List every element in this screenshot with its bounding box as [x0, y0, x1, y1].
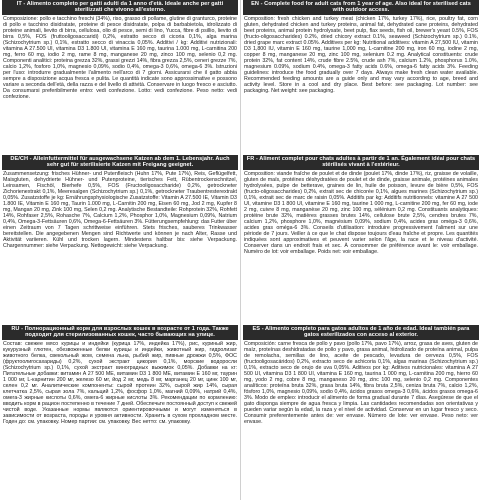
section-de-header: DE/CH - Alleinfuttermittel für ausgewachsene Katzen ab dem 1. Lebensjahr. Auch sehr gut für sterilisierte Katzen mit Freigang geeignet. [2, 155, 238, 170]
right-column [243, 0, 479, 500]
section-en-header: EN - Complete food for adult cats from 1 year of age. Also ideal for sterilised cats with outdoor access. [243, 0, 479, 15]
section-it [2, 0, 238, 155]
section-fr-header: FR - Aliment complet pour chats adultes à partir de 1 an. Également idéal pour chats stérilisés vivant à l'extérieur. [243, 155, 479, 170]
left-column [2, 0, 238, 500]
section-fr-body: Composition: viande fraîche de poulet et de dinde (poulet 17%, dinde 17%), riz, graisse de volaille, gluten de maïs, protéines déshydratées de poulet et de dinde, graisse animale, protéines animales hydrolysées, pulpe de betterave, graines de lin, huile de poisson, levure de bière 0,5%, FOS (fructo-oligosaccharides) 0,2%, extrait sec de chicorée 0,1%, algues marines (Schizochytrium sp.) 0,1%, extrait sec de marc de raisin 0,05%. Additifs par kg: Additifs nutritionnels: vitamine A 27 500 UI, vitamine D3 1 800 UI, vitamine E 160 mg, taurine 1 000 mg, L-carnitine 200 mg, fer 60 mg, iode 2 mg, cuivre 8 mg, manganèse 20 mg, zinc 100 mg, sélénium 0,2 mg. Constituants analytiques: protéine brute 32%, matières grasses brutes 14%, cellulose brute 2,5%, cendres brutes 7%, calcium 1,2%, phosphore 1,0%, magnésium 0,09%, sodium 0,4%, acides gras oméga-3 0,6%, acides gras oméga-6 3%. Conseils d'utilisation: introduire progressivement l'aliment sur une période de 7 jours. Veiller à ce que le chat dispose toujours d'eau fraîche et propre. Les quantités indiquées sont approximatives et peuvent varier selon l'âge, la race et le niveau d'activité. Conserver dans un endroit frais et sec. À consommer de préférence avant le: voir emballage. Numéro de lot: voir emballage. Poids net: voir emballage. [244, 170, 478, 256]
column-divider [240, 0, 241, 500]
section-it-header: IT - Alimento completo per gatti adulti da 1 anno d'età. Ideale anche per gatti sterilizzati che vivono all'esterno. [2, 0, 238, 15]
section-ru [2, 325, 238, 500]
section-es [243, 325, 479, 500]
section-es-body: Composición: carne fresca de pollo y pavo (pollo 17%, pavo 17%), arroz, grasa de aves, gluten de maíz, proteínas deshidratadas de pollo y pavo, grasa animal, hidrolizado de proteína animal, pulpa de remolacha, semillas de lino, aceite de pescado, levadura de cerveza 0,5%, FOS (fructooligosacáridos) 0,2%, extracto seco de achicoria 0,1%, algas marinas (Schizochytrium sp.) 0,1%, extracto seco de orujo de uva 0,05%. Aditivos por kg: Aditivos nutricionales: vitamina A 27 500 UI, vitamina D3 1 800 UI, vitamina E 160 mg, taurina 1 000 mg, L-carnitina 200 mg, hierro 60 mg, yodo 2 mg, cobre 8 mg, manganeso 20 mg, zinc 100 mg, selenio 0,2 mg. Componentes analíticos: proteína bruta 32%, grasa bruta 14%, fibra bruta 2,5%, ceniza bruta 7%, calcio 1,2%, fósforo 1,0%, magnesio 0,09%, sodio 0,4%, ácidos grasos omega-3 0,6%, ácidos grasos omega-6 3%. Modo de empleo: introducir el alimento de forma gradual durante 7 días. Asegúrese de que el gato disponga siempre de agua fresca y limpia. Las cantidades recomendadas son orientativas y pueden variar según la edad, la raza y el nivel de actividad. Conservar en un lugar fresco y seco. Consumir preferentemente antes de: ver envase. Número de lote: ver envase. Peso neto: ver envase. [244, 340, 478, 426]
section-en [243, 0, 479, 155]
section-es-header: ES - Alimento completo para gatos adultos de 1 año de edad. Ideal también para gatos esterilizados con acceso al exterior. [243, 325, 479, 340]
section-de-body: Zusammensetzung: frisches Hühner- und Putenfleisch (Huhn 17%, Pute 17%), Reis, Geflügelfett, Maisgluten, dehydrierte Hühner- und Putenproteine, tierisches Fett, Rübentrockenschnitzel, Leinsamen, Fischöl, Bierhefe 0,5%, FOS (Fructooligosaccharide) 0,2%, getrockneter Zichorienextrakt 0,1%, Meeresalgen (Schizochytrium sp.) 0,1%, getrockneter Traubentresterextrakt 0,05%. Zusatzstoffe je kg: Ernährungsphysiologische Zusatzstoffe: Vitamin A 27.500 IE, Vitamin D3 1.800 IE, Vitamin E 160 mg, Taurin 1.000 mg, L-Carnitin 200 mg, Eisen 60 mg, Jod 2 mg, Kupfer 8 mg, Mangan 20 mg, Zink 100 mg, Selen 0,2 mg. Analytische Bestandteile: Rohprotein 32%, Rohfett 14%, Rohfaser 2,5%, Rohasche 7%, Calcium 1,2%, Phosphor 1,0%, Magnesium 0,09%, Natrium 0,4%, Omega-3-Fettsäuren 0,6%, Omega-6-Fettsäuren 3%. Fütterungsempfehlung: das Futter über einen Zeitraum von 7 Tagen schrittweise einführen. Stets frisches, sauberes Trinkwasser bereitstellen. Die angegebenen Mengen sind Richtwerte und können je nach Alter, Rasse und Aktivität variieren. Kühl und trocken lagern. Mindestens haltbar bis: siehe Verpackung. Chargennummer: siehe Verpackung. Nettogewicht: siehe Verpackung. [3, 170, 237, 250]
section-en-body: Composition: fresh chicken and turkey meat (chicken 17%, turkey 17%), rice, poultry fat, corn gluten, dehydrated chicken and turkey proteins, animal fat, dehydrated cane proteins, dehydrated beet proteins, animal protein hydrolysate, beet pulp, flax seeds, fish oil, brewer's yeast 0.5%, FOS (fructo-oligosaccharides) 0.2%, dried chicory extract 0.1%, seaweed (Schizochytrium sp.) 0.1%, dried grape marc extract 0.05%. Additives per kg: Nutritional additives: vitamin A 27,500 IU, vitamin D3 1,800 IU, vitamin E 160 mg, taurine 1,000 mg, L-carnitine 200 mg, iron 60 mg, iodine 2 mg, copper 8 mg, manganese 20 mg, zinc 100 mg, selenium 0.2 mg. Analytical constituents: crude protein 32%, fat content 14%, crude fibre 2.5%, crude ash 7%, calcium 1.2%, phosphorus 1.0%, magnesium 0.09%, sodium 0.4%, omega-3 fatty acids 0.6%, omega-6 fatty acids 3%. Feeding guidelines: introduce the food gradually over 7 days. Always make fresh clean water available. Recommended feeding amounts are a guide only and may vary according to age, breed and activity level. Store in a cool and dry place. Best before: see packaging. Lot number: see packaging. Net weight: see packaging. [244, 15, 478, 95]
section-de [2, 155, 238, 325]
section-it-body: Composizione: pollo e tacchino freschi (34%), riso, grasso di pollame, glutine di granturco, proteine di pollo e tacchino disidratate, proteine di pesce disidratate, polpa di barbabietola, idrolizzato di proteine animali, lievito di birra, cellulosa, olio di pesce, semi di lino, Yucca, fibre di psillio, lievito di birra 0,5%, FOS (fruttooligosaccaridi) 0,2%, estratto secco di cicoria 0,1%, alga marina (Schizochytrium sp.) 0,1%, estratto secco di vinaccia 0,05%. Additivi / kg: Additivi nutrizionali: vitamina A 27.500 UI, vitamina D3 1.800 UI, vitamina E 160 mg, taurina 1.000 mg, L-carnitina 200 mg, ferro 60 mg, iodio 2 mg, rame 8 mg, manganese 20 mg, zinco 100 mg, selenio 0,2 mg. Componenti analitici: proteina grezza 32%, grassi grezzi 14%, fibra grezza 2,5%, ceneri grezze 7%, calcio 1,2%, fosforo 1,0%, magnesio 0,09%, sodio 0,4%, omega-3 0,6%, omega-6 3%. Istruzioni per l'uso: introdurre gradualmente l'alimento nell'arco di 7 giorni. Assicurarsi che il gatto abbia sempre a disposizione acqua fresca e pulita. Le quantità indicate sono approssimative e possono variare a seconda dell'età, della razza e del livello di attività. Conservare in luogo fresco e asciutto. Da consumarsi preferibilmente entro: vedi confezione. Lotto: vedi confezione. Peso netto: vedi confezione. [3, 15, 237, 101]
section-ru-body: Состав: свежее мясо курицы и индейки (курица 17%, индейка 17%), рис, куриный жир, кукурузный глютен, обезвоженные белки курицы и индейки, животный жир, гидролизат животного белка, свекольный жом, семена льна, рыбий жир, пивные дрожжи 0,5%, ФОС (фруктоолигосахариды) 0,2%, сухой экстракт цикория 0,1%, морские водоросли (Schizochytrium sp.) 0,1%, сухой экстракт виноградных выжимок 0,05%. Добавки на кг: Питательные добавки: витамин A 27 500 МЕ, витамин D3 1 800 МЕ, витамин E 160 мг, таурин 1 000 мг, L-карнитин 200 мг, железо 60 мг, йод 2 мг, медь 8 мг, марганец 20 мг, цинк 100 мг, селен 0,2 мг. Аналитические компоненты: сырой протеин 32%, сырой жир 14%, сырая клетчатка 2,5%, сырая зола 7%, кальций 1,2%, фосфор 1,0%, магний 0,09%, натрий 0,4%, омега-3 жирные кислоты 0,6%, омега-6 жирные кислоты 3%. Рекомендации по кормлению: вводить корм в рацион постепенно в течение 7 дней. Обеспечьте постоянный доступ к свежей чистой воде. Указанные нормы являются ориентировочными и могут изменяться в зависимости от возраста, породы и уровня активности. Хранить в сухом прохладном месте. Годен до: см. упаковку. Номер партии: см. упаковку. Вес нетто: см. упаковку. [3, 340, 237, 426]
section-fr [243, 155, 479, 325]
section-ru-header: RU - Полнорационный корм для взрослых кошек в возрасте от 1 года. Также подходит для стерилизованных кошек, часто бывающих на улице. [2, 325, 238, 340]
